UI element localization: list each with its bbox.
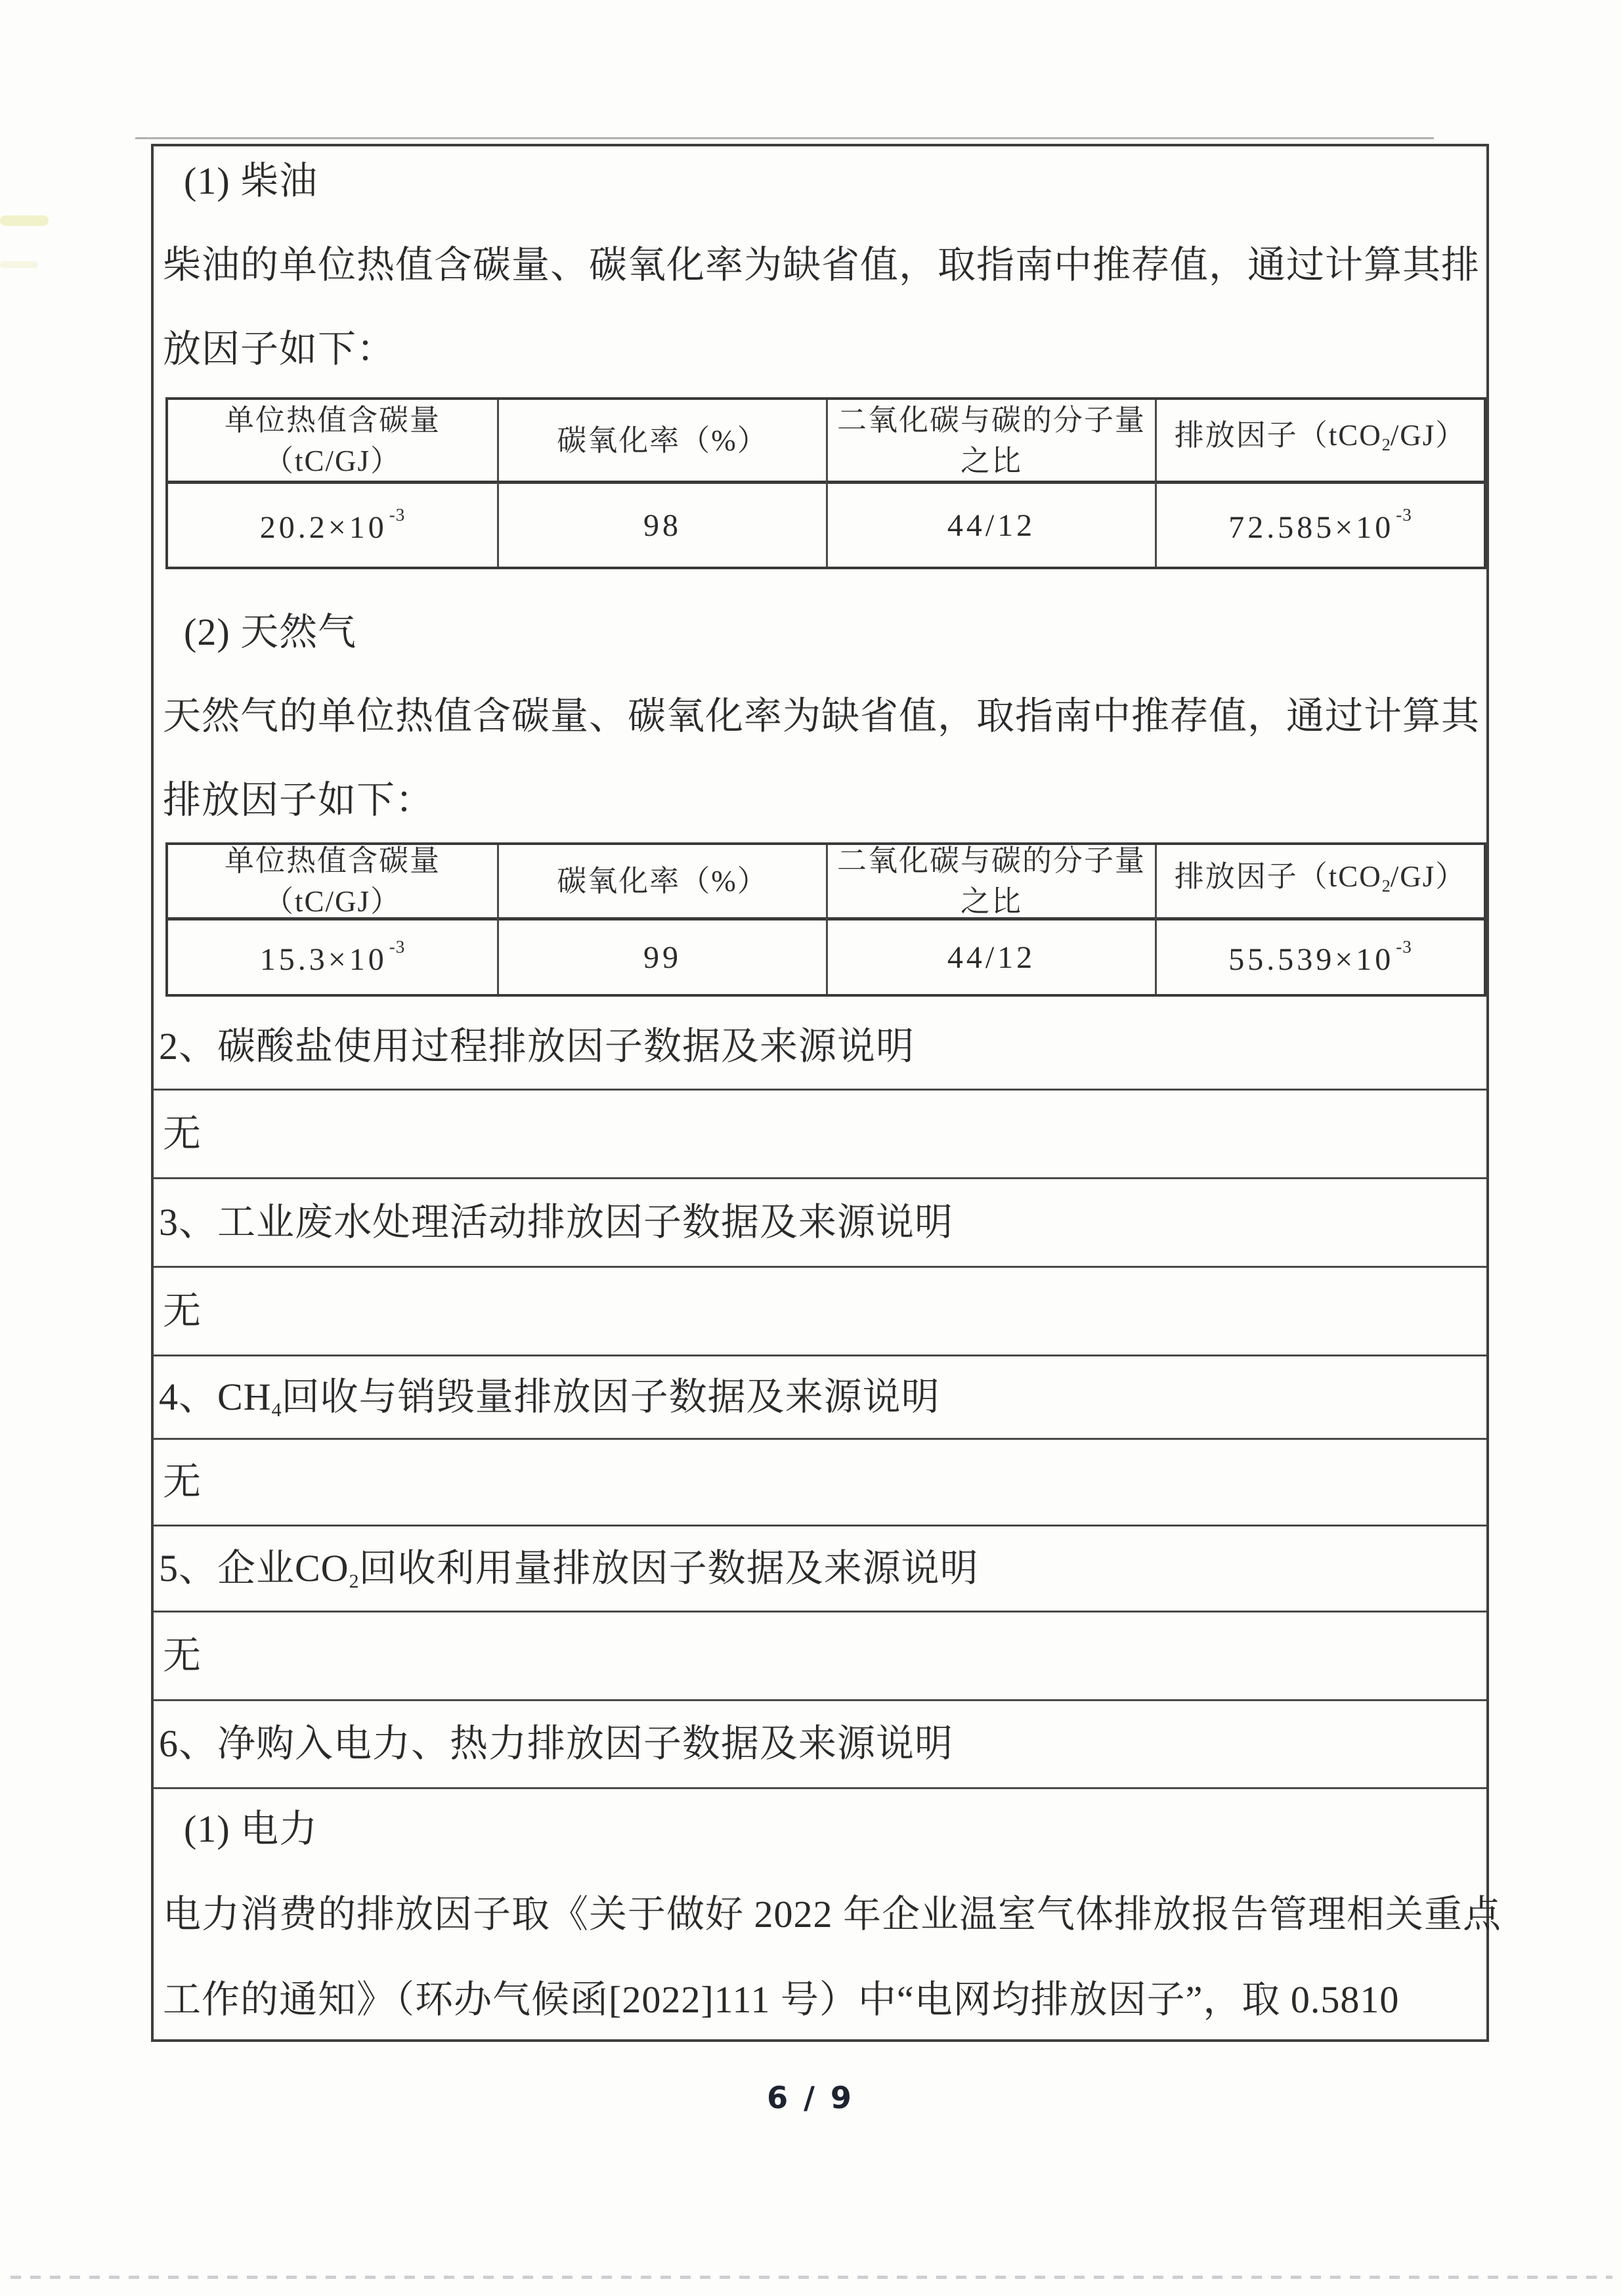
row-divider [154, 1438, 1486, 1440]
header-factor-subscript: 2 [1381, 876, 1391, 896]
gas-oxidation-value: 99 [497, 917, 826, 994]
section-3-wastewater-title: 3、工业废水处理活动排放因子数据及来源说明 [159, 1201, 954, 1244]
section-6-electricity-title: 6、净购入电力、热力排放因子数据及来源说明 [159, 1722, 954, 1765]
header-oxidation-label: 碳氧化率（%） [557, 423, 768, 457]
co2-title-suffix: 回收利用量排放因子数据及来源说明 [358, 1547, 979, 1590]
natural-gas-paragraph-line-2: 排放因子如下： [163, 779, 435, 821]
diesel-carbon-exponent: -3 [389, 505, 406, 525]
co2-title-prefix: 5、企业CO [159, 1547, 349, 1590]
table-header-emission-factor [1155, 400, 1484, 481]
scan-artifact-yellow-mark-2 [0, 261, 38, 268]
page-number: 6 / 9 [767, 2080, 854, 2115]
gas-factor-base: 55.539×10 [1228, 942, 1394, 977]
diesel-carbon-base: 20.2×10 [259, 510, 387, 545]
table-header-oxidation-rate [497, 845, 826, 917]
row-divider [154, 1699, 1486, 1701]
table-header-oxidation-rate [497, 400, 826, 481]
electricity-sub-heading: (1) 电力 [184, 1808, 318, 1850]
section-4-ch4-title [159, 1375, 940, 1421]
row-divider [154, 1611, 1486, 1613]
gas-emission-factor-value [1155, 917, 1484, 994]
diesel-ratio-value: 44/12 [826, 481, 1155, 567]
table-header-emission-factor [1155, 845, 1484, 917]
header-ratio-line1: 二氧化碳与碳的分子量 [836, 845, 1146, 877]
diesel-factor-exponent: -3 [1396, 505, 1412, 525]
diesel-paragraph-line-2: 放因子如下： [163, 328, 396, 370]
header-factor-suffix: /GJ） [1390, 859, 1467, 893]
gas-factor-value-text [1228, 937, 1412, 978]
section-4-ch4-value: 无 [163, 1460, 202, 1503]
document-frame [151, 144, 1502, 2042]
ch4-title-prefix: 4、CH [159, 1375, 272, 1418]
row-divider [154, 1787, 1486, 1789]
gas-carbon-exponent: -3 [389, 937, 406, 957]
diesel-oxidation-value: 98 [497, 481, 826, 567]
header-factor-suffix: /GJ） [1390, 419, 1467, 452]
scan-border-echo [135, 137, 1434, 139]
diesel-factor-base: 72.585×10 [1228, 510, 1394, 545]
diesel-carbon-value-text [260, 505, 406, 546]
header-ratio-line1: 二氧化碳与碳的分子量 [836, 403, 1146, 437]
table-header-molecular-ratio [826, 400, 1155, 481]
gas-carbon-content-value [168, 917, 497, 994]
header-ratio-line2: 之比 [960, 885, 1022, 917]
scan-artifact-bottom-noise [11, 2276, 1612, 2279]
natural-gas-emission-table [165, 842, 1486, 997]
row-divider [154, 1177, 1486, 1179]
row-divider [154, 1354, 1486, 1356]
electricity-paragraph-line-2: 工作的通知》（环办气候函[2022]111 号）中“电网均排放因子”，取 0.5810 [163, 1978, 1400, 2021]
diesel-carbon-content-value [168, 481, 497, 567]
section-2-carbonate-value: 无 [163, 1112, 202, 1155]
diesel-factor-value-text [1228, 505, 1412, 546]
diesel-emission-table [165, 397, 1486, 569]
header-carbon-line2: （tC/GJ） [263, 885, 402, 917]
diesel-heading: (1) 柴油 [184, 160, 318, 202]
natural-gas-heading: (2) 天然气 [184, 611, 357, 653]
header-factor-label [1175, 856, 1467, 907]
row-divider [154, 1266, 1486, 1268]
co2-subscript: 2 [349, 1570, 359, 1592]
header-ratio-line2: 之比 [960, 444, 1022, 477]
header-factor-label [1175, 415, 1467, 466]
header-factor-prefix: 排放因子（tCO [1174, 419, 1382, 452]
ch4-subscript: 4 [271, 1399, 282, 1421]
gas-carbon-value-text [260, 937, 406, 978]
row-divider [154, 1525, 1486, 1527]
section-2-carbonate-title: 2、碳酸盐使用过程排放因子数据及来源说明 [159, 1025, 915, 1068]
table-header-carbon-content [168, 400, 497, 481]
gas-ratio-value: 44/12 [826, 917, 1155, 994]
diesel-emission-factor-value [1155, 481, 1484, 567]
natural-gas-paragraph-line-1: 天然气的单位热值含碳量、碳氧化率为缺省值，取指南中推荐值，通过计算其 [163, 695, 1481, 737]
electricity-paragraph-line-1: 电力消费的排放因子取《关于做好 2022 年企业温室气体排放报告管理相关重点 [163, 1893, 1502, 1936]
row-divider [154, 1089, 1486, 1091]
table-header-molecular-ratio [826, 845, 1155, 917]
diesel-paragraph-line-1: 柴油的单位热值含碳量、碳氧化率为缺省值，取指南中推荐值，通过计算其排 [163, 244, 1481, 286]
header-factor-prefix: 排放因子（tCO [1174, 859, 1382, 893]
header-carbon-line2: （tC/GJ） [263, 444, 402, 477]
header-carbon-line1: 单位热值含碳量 [224, 403, 441, 437]
document-content [154, 146, 1502, 2039]
gas-factor-exponent: -3 [1396, 937, 1412, 957]
scan-artifact-yellow-mark [0, 215, 49, 226]
table-header-carbon-content [168, 845, 497, 917]
header-factor-subscript: 2 [1381, 435, 1391, 454]
section-3-wastewater-value: 无 [163, 1289, 202, 1332]
ch4-title-suffix: 回收与销毁量排放因子数据及来源说明 [281, 1375, 940, 1418]
header-oxidation-label: 碳氧化率（%） [557, 865, 768, 898]
section-5-co2-value: 无 [163, 1634, 202, 1677]
gas-carbon-base: 15.3×10 [259, 942, 387, 977]
header-carbon-line1: 单位热值含碳量 [224, 845, 441, 877]
section-5-co2-title [159, 1547, 979, 1592]
